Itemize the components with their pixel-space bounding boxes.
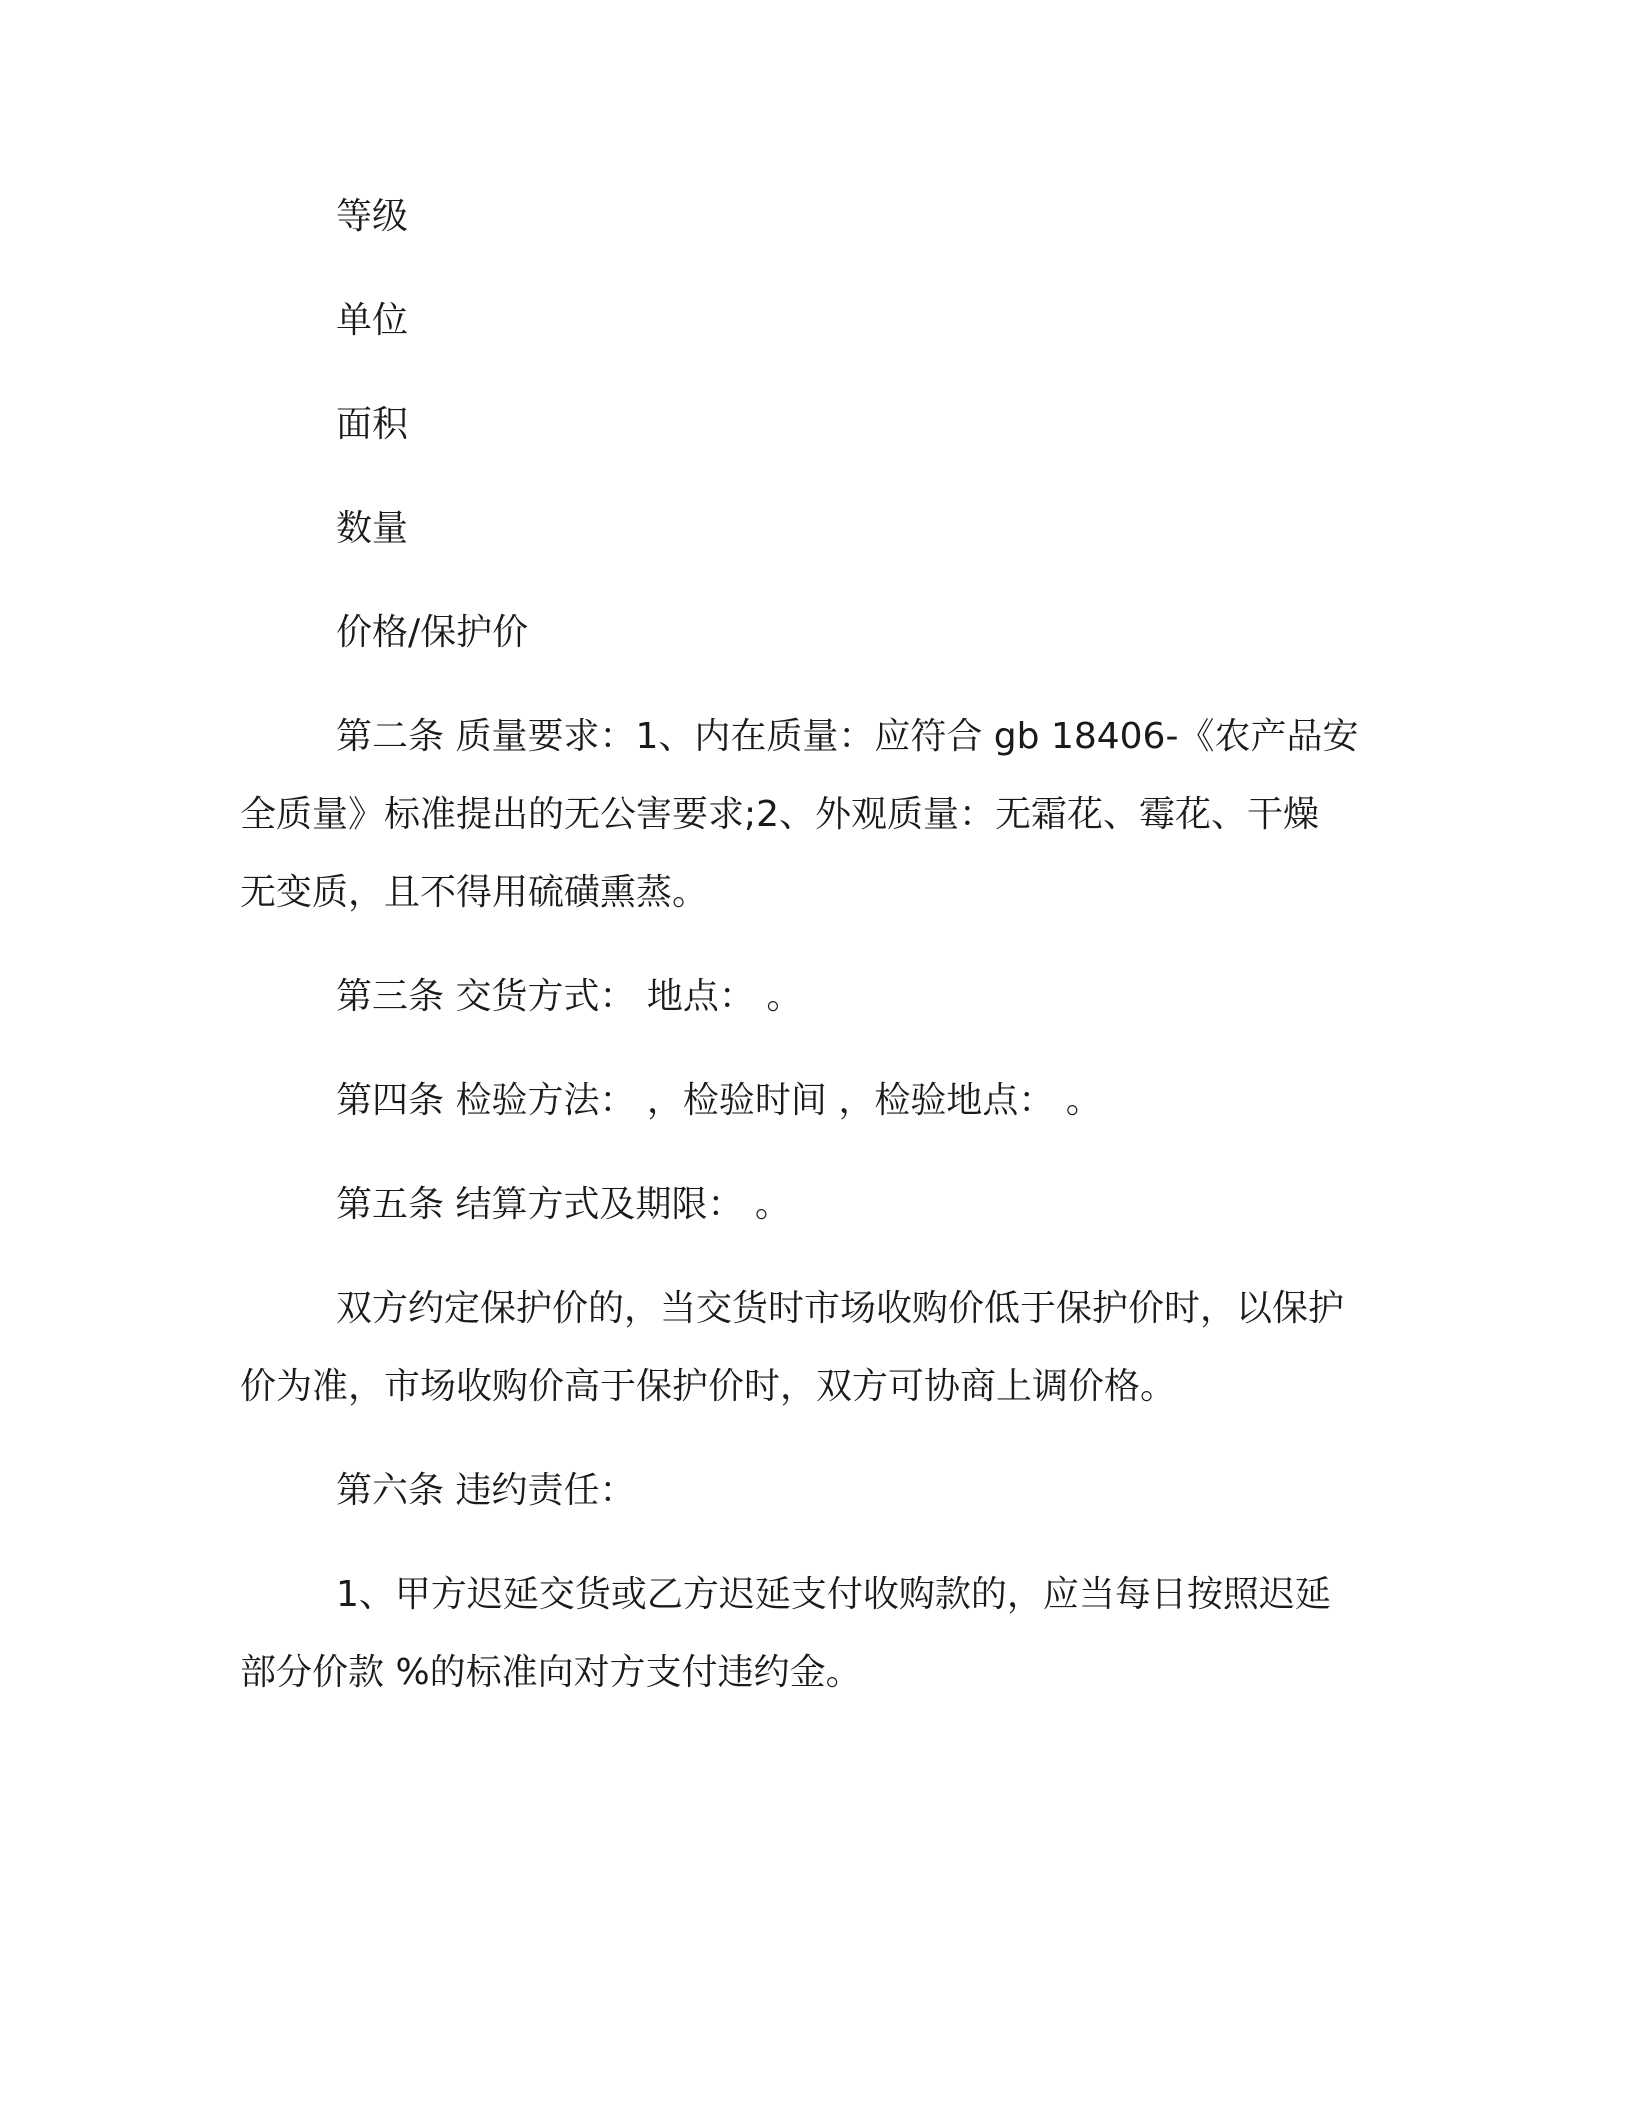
- article-6-liability: 第六条 违约责任：: [336, 1470, 636, 1511]
- article-4-inspection: 第四条 检验方法： ，检验时间 ，检验地点： 。: [336, 1080, 1102, 1121]
- protection-price-line-1: 双方约定保护价的，当交货时市场收购价低于保护价时，以保护: [336, 1288, 1345, 1329]
- field-label-area: 面积: [336, 404, 409, 445]
- field-label-unit: 单位: [336, 300, 409, 341]
- protection-price-clause: [240, 1270, 1380, 1426]
- article-2-line-1: 第二条 质量要求：1、内在质量：应符合 gb 18406-《农产品安: [336, 716, 1359, 757]
- article-2-line-3: 无变质，且不得用硫磺熏蒸。: [240, 872, 709, 913]
- field-label-price: 价格/保护价: [336, 612, 529, 653]
- article-5-settlement: 第五条 结算方式及期限： 。: [336, 1184, 791, 1225]
- protection-price-line-2: 价为准，市场收购价高于保护价时，双方可协商上调价格。: [240, 1366, 1177, 1407]
- article-2-line-2: 全质量》标准提出的无公害要求;2、外观质量：无霜花、霉花、干燥: [240, 794, 1320, 835]
- field-label-grade: 等级: [336, 196, 409, 237]
- article-6-item-1: [240, 1556, 1380, 1712]
- field-label-quantity: 数量: [336, 508, 409, 549]
- article-3-delivery: 第三条 交货方式： 地点： 。: [336, 976, 803, 1017]
- article-2-quality: [240, 698, 1380, 932]
- article-6-item-1-line-2: 部分价款 %的标准向对方支付违约金。: [240, 1652, 862, 1693]
- article-6-item-1-line-1: 1、甲方迟延交货或乙方迟延支付收购款的，应当每日按照迟延: [336, 1574, 1331, 1615]
